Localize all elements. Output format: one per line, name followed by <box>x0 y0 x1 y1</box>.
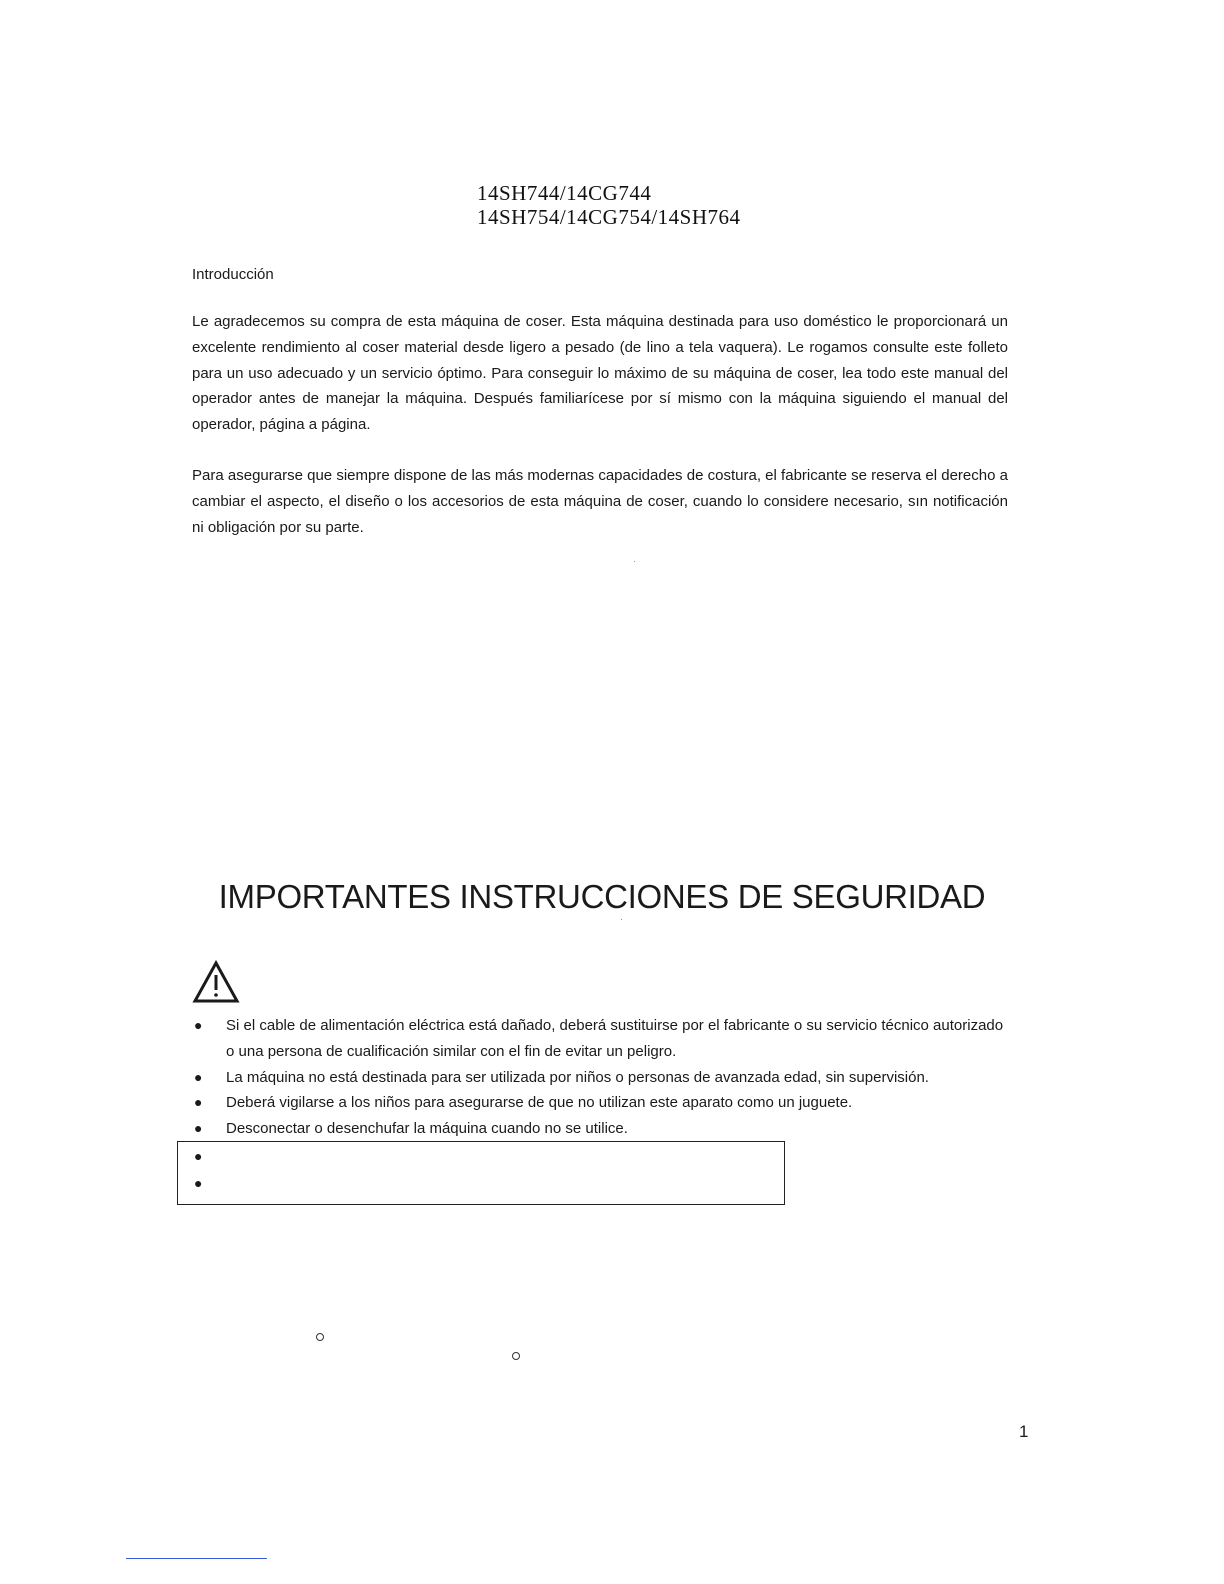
list-item-text: La máquina no está destinada para ser utilizada por niños o personas de avanzada edad, sin supervisión. <box>226 1068 929 1086</box>
circle-mark-icon <box>512 1352 520 1360</box>
empty-bullet-box <box>177 1141 785 1205</box>
list-item-text: Deberá vigilarse a los niños para asegurarse de que no utilizan este aparato como un juguete. <box>226 1094 853 1112</box>
list-item <box>192 1065 1012 1091</box>
list-item-text: Si el cable de alimentación eléctrica está dañado, deberá sustituirse por el fabricante o su servicio técnico autorizado o una persona de cualificación similar con el fin de evitar un peligro. <box>226 1017 1004 1060</box>
bullet-icon: ● <box>194 1017 203 1033</box>
list-item <box>192 1013 1012 1065</box>
list-item <box>192 1116 1012 1142</box>
introduction-paragraph-1: Le agradecemos su compra de esta máquina de coser. Esta máquina destinada para uso doméstico le proporcionará un excelente rendimiento al coser material desde ligero a pesado (de lino a tela vaquera). Le rogamos consulte este folleto para un uso adecuado y un servicio óptimo. Para conseguir lo máximo de su máquina de coser, lea todo este manual del operador antes de manejar la máquina. Después familiarícese por sí mismo con la máquina siguiendo el manual del operador, página a página. <box>192 313 1008 434</box>
model-line-1: 14SH744/14CG744 <box>477 181 652 205</box>
safety-title: IMPORTANTES INSTRUCCIONES DE SEGURIDAD <box>218 878 986 915</box>
model-numbers <box>477 181 741 229</box>
list-item-text: Desconectar o desenchufar la máquina cuando no se utilice. <box>226 1120 628 1138</box>
footer-rule <box>126 1558 267 1559</box>
circle-mark-icon <box>316 1333 324 1341</box>
warning-icon <box>192 960 240 1004</box>
page-number: 1 <box>1019 1422 1029 1441</box>
safety-instructions-list <box>192 1013 1012 1142</box>
bullet-icon: ● <box>194 1068 203 1085</box>
introduction-paragraph-2: Para asegurarse que siempre dispone de las más modernas capacidades de costura, el fabricante se reserva el derecho a cambiar el aspecto, el diseño o los accesorios de esta máquina de coser, cuando lo considere necesario, sın notificación ni obligación por su parte. <box>192 467 1008 536</box>
scan-speck <box>621 919 622 920</box>
bullet-icon: ● <box>194 1175 203 1191</box>
bullet-icon: ● <box>194 1094 203 1111</box>
scan-speck <box>634 561 635 562</box>
list-item <box>192 1090 1012 1116</box>
bullet-icon: ● <box>194 1148 203 1164</box>
model-line-2: 14SH754/14CG754/14SH764 <box>477 205 741 229</box>
bullet-icon: ● <box>194 1120 203 1137</box>
introduction-heading: Introducción <box>192 266 274 283</box>
